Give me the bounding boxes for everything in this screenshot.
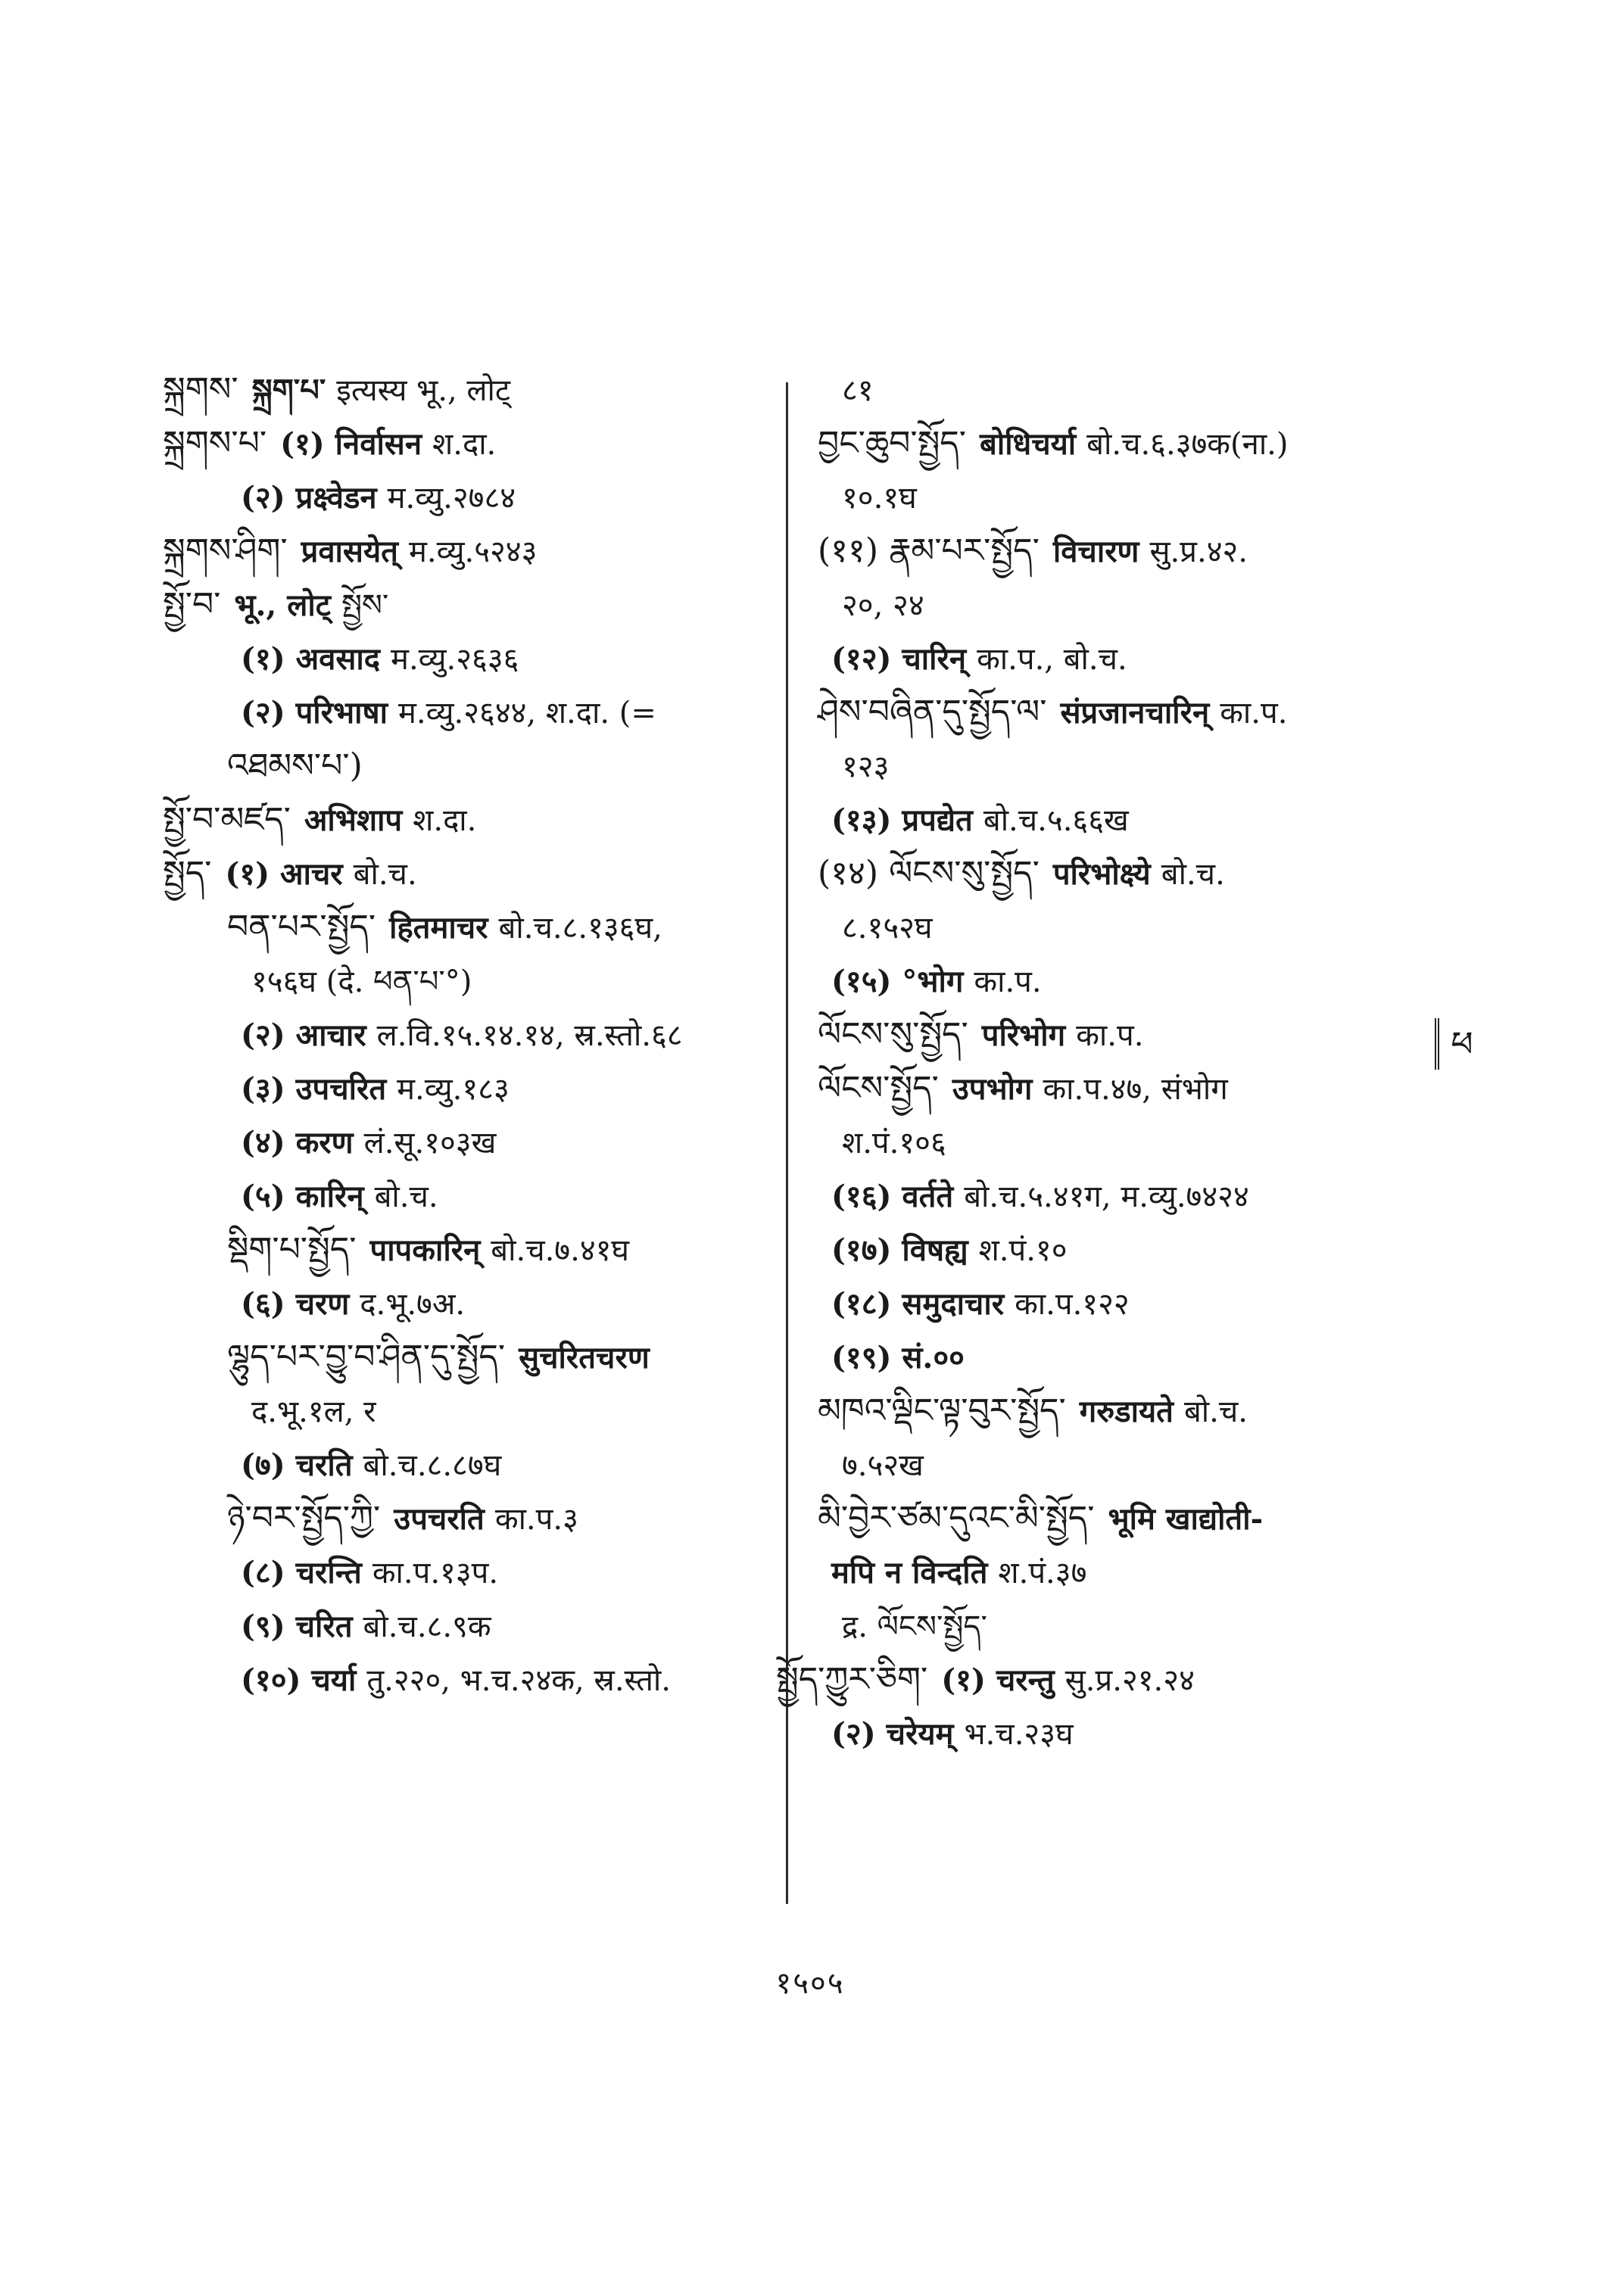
tibetan-headword: སྡིག་པ་སྤྱོད་ [227, 1230, 357, 1269]
source-reference: སྤྱོས་ [341, 588, 389, 623]
sanskrit-term: परिभोक्ष्ये [1052, 856, 1151, 892]
right-column [776, 371, 1484, 1768]
entry-line [818, 425, 1484, 463]
sanskrit-term: (४) करण [241, 1125, 354, 1161]
sanskrit-term: (८) चरन्ति [241, 1555, 362, 1590]
sanskrit-term: (१९) सं.०० [831, 1340, 965, 1375]
sanskrit-term: गरुडायते [1079, 1394, 1174, 1429]
sanskrit-term: (९) चरित [241, 1609, 353, 1644]
sanskrit-term: (१३) प्रपद्येत [831, 802, 973, 838]
sanskrit-term: पापकारिन् [369, 1232, 481, 1268]
sanskrit-term: (१०) चर्या [241, 1662, 357, 1698]
entry-line [818, 1016, 1484, 1054]
source-reference: लं.सू.१०३ख [363, 1126, 497, 1161]
entry-line [163, 1231, 768, 1269]
tibetan-headword: སྤྱོད་ཀྱུར་ཅིག་ [776, 1660, 928, 1699]
source-reference: म.व्यु.२६३६ [391, 642, 519, 677]
tibetan-headword: མཁའ་ལྡིང་ལྟ་བུར་སྤྱོད་ [818, 1391, 1066, 1430]
source-reference: म.व्यु.१८३ [397, 1072, 510, 1107]
entry-line [818, 1446, 1484, 1484]
tibetan-headword: འཐམས་པ་) [227, 746, 363, 785]
sanskrit-term: (१) चरन्तु [941, 1662, 1055, 1698]
sanskrit-term: (१८) समुदाचार [831, 1286, 1005, 1322]
sanskrit-term: (२) चरेयम् [831, 1716, 954, 1752]
sanskrit-term: (३) उपचरित [241, 1071, 387, 1107]
entry-line [163, 1500, 768, 1537]
source-reference: श.पं.३७ [998, 1556, 1087, 1590]
sanskrit-term: भू., लोट् [234, 587, 331, 623]
source-reference: १२३ [842, 749, 890, 784]
source-reference: २०, २४ [842, 588, 924, 623]
source-reference: का.प.१२२ [1015, 1287, 1130, 1322]
tibetan-headword: སྤྱོ་བ་ [163, 585, 221, 624]
source-reference: म.व्यु.२७८४ [387, 481, 516, 516]
source-reference: तु.२२०, भ.च.२४क, स्र.स्तो. [366, 1663, 671, 1698]
entry-line [818, 640, 1484, 678]
source-reference: का.प., बो.च. [977, 642, 1127, 677]
entry-line [818, 1553, 1484, 1591]
entry-line [163, 1177, 768, 1215]
sanskrit-term: (१) निर्वासन [280, 426, 422, 462]
tibetan-headword: མི་བྱེར་ཙམ་དུའང་མི་སྤྱོད་ [818, 1499, 1095, 1537]
entry-line [818, 532, 1484, 570]
source-reference: बो.च. [1183, 1394, 1248, 1429]
source-reference: बो.च.६.३७क(ना.) [1086, 427, 1289, 462]
entry-line [163, 747, 768, 785]
sanskrit-term: संप्रजानचारिन् [1060, 695, 1210, 731]
entry-line [818, 855, 1484, 893]
source-reference: श.पं.१० [978, 1233, 1068, 1268]
entry-line [776, 1661, 1484, 1699]
source-reference: सु.प्र.२१.२४ [1064, 1663, 1195, 1698]
entry-line [163, 1392, 768, 1430]
entry-line [163, 855, 768, 893]
entry-line [818, 478, 1484, 516]
entry-line [818, 693, 1484, 731]
sanskrit-term: (२) आचार [241, 1017, 366, 1053]
source-reference: १०.१घ [842, 481, 917, 516]
source-reference: बो.च.८.९क [363, 1609, 491, 1644]
entry-line [163, 1070, 768, 1108]
entry-line [818, 1338, 1484, 1376]
sanskrit-term: (१) अवसाद [241, 641, 381, 677]
tibetan-headword: ལོངས་སུ་སྤྱོད་ [818, 1015, 968, 1054]
entry-line [163, 962, 768, 1000]
sanskrit-term: (६) चरण [241, 1286, 350, 1322]
entry-line [163, 693, 768, 731]
sanskrit-term: प्रवासयेत् [301, 534, 398, 569]
source-reference: बो.च.८.१३६घ, [498, 911, 662, 946]
sanskrit-term: मपि न विन्दति [831, 1555, 988, 1590]
source-reference: ल.वि.१५.१४.१४, स्र.स्तो.६८ [376, 1018, 683, 1053]
entry-line [163, 371, 768, 409]
sanskrit-term: हितमाचर [389, 910, 488, 946]
source-reference: ७.५२ख [842, 1448, 924, 1483]
sanskrit-term: बोधिचर्या [980, 426, 1077, 462]
tibetan-headword: ལོངས་སྤྱོད་ [818, 1069, 939, 1108]
source-reference: इत्यस्य भू., लोट् [336, 373, 511, 408]
source-reference: का.प.४७, संभोग [1043, 1072, 1228, 1107]
source-reference: बो.च. [353, 857, 417, 892]
source-reference: द्र. ལོངས་སྤྱོད་ [842, 1609, 987, 1644]
entry-line [163, 532, 768, 570]
entry-line [818, 1392, 1484, 1430]
tibetan-headword: ལྷུད་པར་བྱུ་བ་ཤིན་དུ་སྤྱོད་ [227, 1338, 506, 1376]
entry-line [163, 1285, 768, 1323]
entry-line [163, 478, 768, 516]
sanskrit-term: विचारण [1052, 534, 1139, 569]
tibetan-headword: སྐྲགས་ [163, 370, 238, 409]
entry-line [163, 1338, 768, 1376]
sanskrit-term: (१५) °भोग [831, 964, 964, 999]
source-reference: द.भू.७अ. [360, 1287, 466, 1322]
sanskrit-term: सुचरितचरण [519, 1340, 650, 1375]
source-reference: बो.च.८.८७घ [363, 1448, 502, 1483]
entry-line [163, 1446, 768, 1484]
entry-line [818, 1285, 1484, 1323]
tibetan-headword: བྱང་ཆུབ་སྤྱོད་ [818, 424, 967, 463]
tibetan-headword: སྐྲགས་པ་ [163, 424, 267, 463]
source-reference: भ.च.२३घ [964, 1717, 1074, 1752]
entry-line [163, 1016, 768, 1054]
tibetan-headword: (१४) ལོངས་སུ་སྤྱོད་ [818, 854, 1040, 893]
source-reference: श.दा. [413, 803, 477, 838]
entry-line [163, 640, 768, 678]
sanskrit-term: अभिशाप [304, 802, 403, 838]
tibetan-headword: ཤེས་བཞིན་དུ་སྤྱོད་ལ་ [818, 693, 1047, 731]
source-reference: ८.१५२घ [842, 911, 933, 946]
sanskrit-term: (१६) वर्तते [831, 1179, 954, 1214]
entry-line [818, 586, 1484, 624]
source-reference: का.प.१३प. [372, 1556, 499, 1590]
entry-line [163, 1607, 768, 1645]
sanskrit-term: (२) प्रक्ष्वेडन [241, 480, 377, 516]
source-reference: बो.च.५.६६ख [983, 803, 1129, 838]
source-reference: का.प.३ [494, 1502, 578, 1537]
tibetan-headword: བན་པར་སྤྱོད་ [227, 908, 376, 946]
sanskrit-term: भूमि खाद्योती- [1108, 1501, 1264, 1537]
sanskrit-term: སྐྲག་པ་ [251, 372, 326, 408]
left-column [163, 371, 768, 1715]
tibetan-headword: ཉེ་བར་སྤྱོད་ཀྱི་ [227, 1499, 381, 1537]
entry-line [163, 1123, 768, 1161]
source-reference: द.भू.१ल, र [251, 1394, 376, 1429]
entry-line [818, 801, 1484, 839]
source-reference: बो.च. [1161, 857, 1225, 892]
entry-line [163, 908, 768, 946]
sanskrit-term: परिभोग [981, 1017, 1066, 1053]
source-reference: का.प. [974, 964, 1042, 999]
tibetan-headword: སྤྱོད་ [163, 854, 212, 893]
sanskrit-term: (१७) विषह्य [831, 1232, 968, 1268]
tibetan-headword: (११) རྣམ་པར་སྤྱོད་ [818, 531, 1040, 570]
sanskrit-term: उपचरति [394, 1501, 485, 1537]
entry-line [818, 1123, 1484, 1161]
source-reference: १५६घ (दे. ཕན་པ་°) [251, 964, 472, 999]
source-reference: म.व्यु.५२४३ [408, 534, 538, 569]
thumb-index-tab: ཕ [1435, 1018, 1485, 1070]
source-reference: बो.च.५.४१ग, म.व्यु.७४२४ [964, 1179, 1249, 1214]
source-reference: ८१ [842, 373, 874, 408]
tibetan-headword: སྐྲགས་ཤིག་ [163, 531, 288, 570]
entry-line [818, 1177, 1484, 1215]
sanskrit-term: (१२) चारिन् [831, 641, 967, 677]
entry-line [818, 1715, 1484, 1752]
entry-line [818, 371, 1484, 409]
source-reference: बो.च. [374, 1179, 438, 1214]
entry-line [163, 425, 768, 463]
entry-line [818, 962, 1484, 1000]
page-number: १५०५ [775, 1966, 845, 2001]
source-reference: का.प. [1220, 696, 1288, 731]
entry-line [818, 1231, 1484, 1269]
entry-line [163, 586, 768, 624]
source-reference: का.प. [1076, 1018, 1144, 1053]
sanskrit-term: (५) कारिन् [241, 1179, 364, 1214]
sanskrit-term: (२) परिभाषा [241, 695, 388, 731]
source-reference: सु.प्र.४२. [1149, 534, 1248, 569]
entry-line [818, 747, 1484, 785]
entry-line [163, 1661, 768, 1699]
sanskrit-term: (७) चरति [241, 1447, 353, 1483]
entry-line [818, 908, 1484, 946]
tibetan-headword: སྤྱོ་བ་མཛད་ [163, 800, 291, 839]
source-reference: श.पं.१०६ [842, 1126, 946, 1161]
source-reference: श.दा. [432, 427, 497, 462]
entry-line [818, 1070, 1484, 1108]
source-reference: बो.च.७.४१घ [491, 1233, 630, 1268]
entry-line [818, 1500, 1484, 1537]
source-reference: म.व्यु.२६४४, श.दा. (= [397, 696, 656, 731]
entry-line [818, 1607, 1484, 1645]
sanskrit-term: उपभोग [952, 1071, 1033, 1107]
entry-line [163, 1553, 768, 1591]
sanskrit-term: (१) आचर [225, 856, 343, 892]
entry-line [163, 801, 768, 839]
